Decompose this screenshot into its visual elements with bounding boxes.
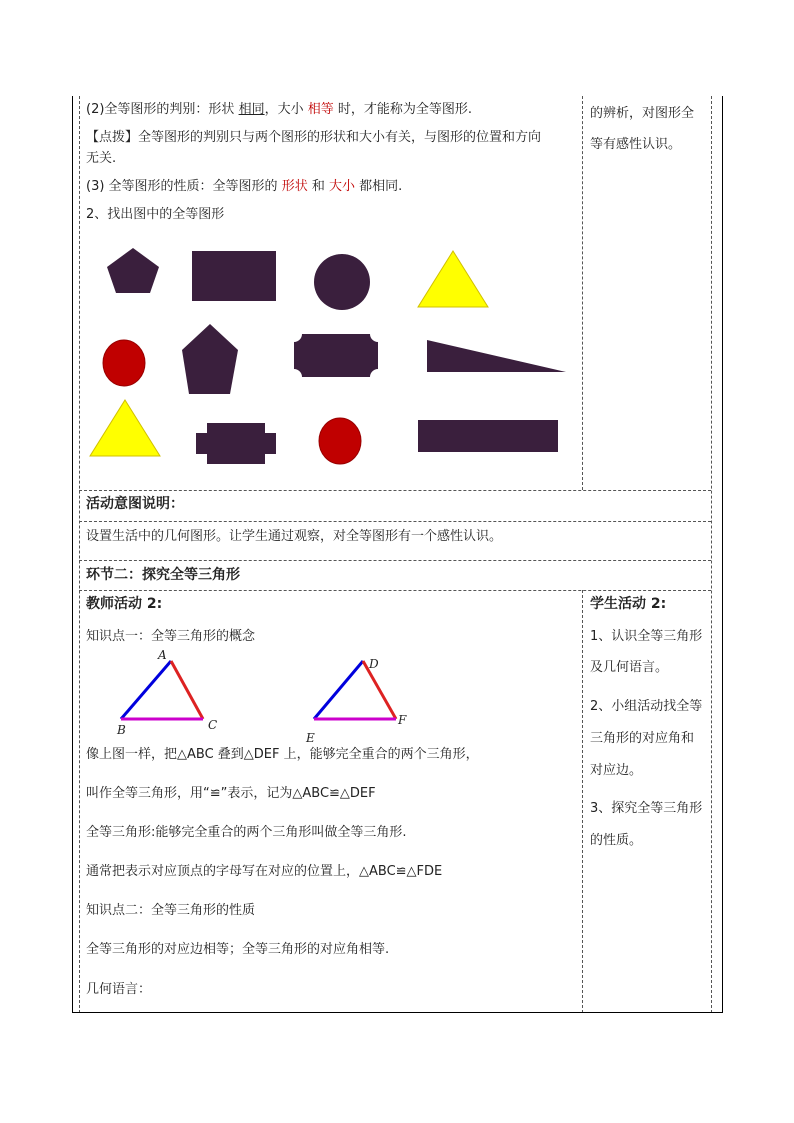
- teacher-line-6: 几何语言：: [86, 982, 152, 997]
- student-item-2a: 2、小组活动找全等: [590, 699, 703, 714]
- teacher-activity-heading: 教师活动 2:: [86, 596, 163, 612]
- notched-rectangle: [294, 334, 378, 377]
- student-item-2c: 对应边。: [590, 763, 643, 778]
- intent-heading: 活动意图说明：: [86, 496, 184, 512]
- vertex-d-label: D: [369, 657, 379, 671]
- property-shape: 形状: [281, 179, 308, 194]
- teacher-line-5: 全等三角形的对应边相等；全等三角形的对应角相等.: [86, 942, 390, 957]
- dark-rectangle: [192, 251, 276, 301]
- vertex-c-label: C: [208, 718, 218, 732]
- task-find-congruent: 2、找出图中的全等图形: [86, 207, 225, 222]
- yellow-triangle-1: [418, 251, 488, 307]
- criteria-same: 相同: [238, 102, 265, 117]
- large-pentagon: [182, 324, 238, 394]
- side-df: [363, 661, 396, 719]
- small-pentagon: [107, 248, 159, 293]
- student-item-1b: 及几何语言。: [590, 660, 669, 675]
- vertex-e-label: E: [306, 731, 315, 745]
- dark-circle: [314, 254, 370, 310]
- student-item-3b: 的性质。: [590, 833, 643, 848]
- student-item-2b: 三角形的对应角和: [590, 731, 695, 746]
- intent-body: 设置生活中的几何图形。让学生通过观察，对全等图形有一个感性认识。: [86, 529, 503, 544]
- vertex-f-label: F: [398, 713, 407, 727]
- right-note-line-1: 的辨析，对图形全: [590, 106, 695, 121]
- teacher-line-1: 像上图一样，把△ABC 叠到△DEF 上，能够完全重合的两个三角形，: [86, 747, 479, 762]
- property-prefix: (3) 全等图形的性质：全等图形的: [86, 179, 282, 194]
- long-thin-triangle: [427, 340, 566, 372]
- vertex-a-label: A: [158, 648, 167, 662]
- student-activity-heading: 学生活动 2:: [590, 596, 667, 612]
- knowledge-point-1: 知识点一：全等三角形的概念: [86, 629, 256, 644]
- teacher-line-2: 叫作全等三角形，用“≌”表示，记为△ABC≌△DEF: [86, 786, 376, 801]
- side-de: [314, 661, 363, 719]
- property-size: 大小: [328, 179, 355, 194]
- student-item-3a: 3、探究全等三角形: [590, 801, 703, 816]
- criteria-equal: 相等: [307, 102, 334, 117]
- right-note-line-2: 等有感性认识。: [590, 137, 682, 152]
- criteria-suffix: 时，才能称为全等图形.: [333, 102, 472, 117]
- criteria-prefix: (2)全等图形的判别：形状: [86, 102, 239, 117]
- property-mid: 和: [307, 179, 329, 194]
- side-ab: [121, 661, 171, 719]
- tip-line-2: 无关.: [86, 151, 117, 166]
- red-ellipse-2: [319, 418, 361, 464]
- teacher-line-3: 全等三角形:能够完全重合的两个三角形叫做全等三角形.: [86, 825, 407, 840]
- section-two-heading: 环节二：探究全等三角形: [86, 567, 240, 583]
- criteria-mid: ，大小: [264, 102, 308, 117]
- side-ac: [171, 661, 203, 719]
- student-item-1a: 1、认识全等三角形: [590, 629, 703, 644]
- teacher-line-4: 通常把表示对应顶点的字母写在对应的位置上，△ABC≌△FDE: [86, 864, 443, 879]
- vertex-b-label: B: [117, 723, 126, 737]
- yellow-triangle-2: [90, 400, 160, 456]
- cross-rectangle: [196, 423, 276, 464]
- property-suffix: 都相同.: [354, 179, 403, 194]
- red-ellipse-1: [103, 340, 145, 386]
- tip-line-1: 【点拨】全等图形的判别只与两个图形的形状和大小有关，与图形的位置和方向: [86, 130, 542, 145]
- long-dark-rectangle: [418, 420, 558, 452]
- knowledge-point-2: 知识点二：全等三角形的性质: [86, 903, 256, 918]
